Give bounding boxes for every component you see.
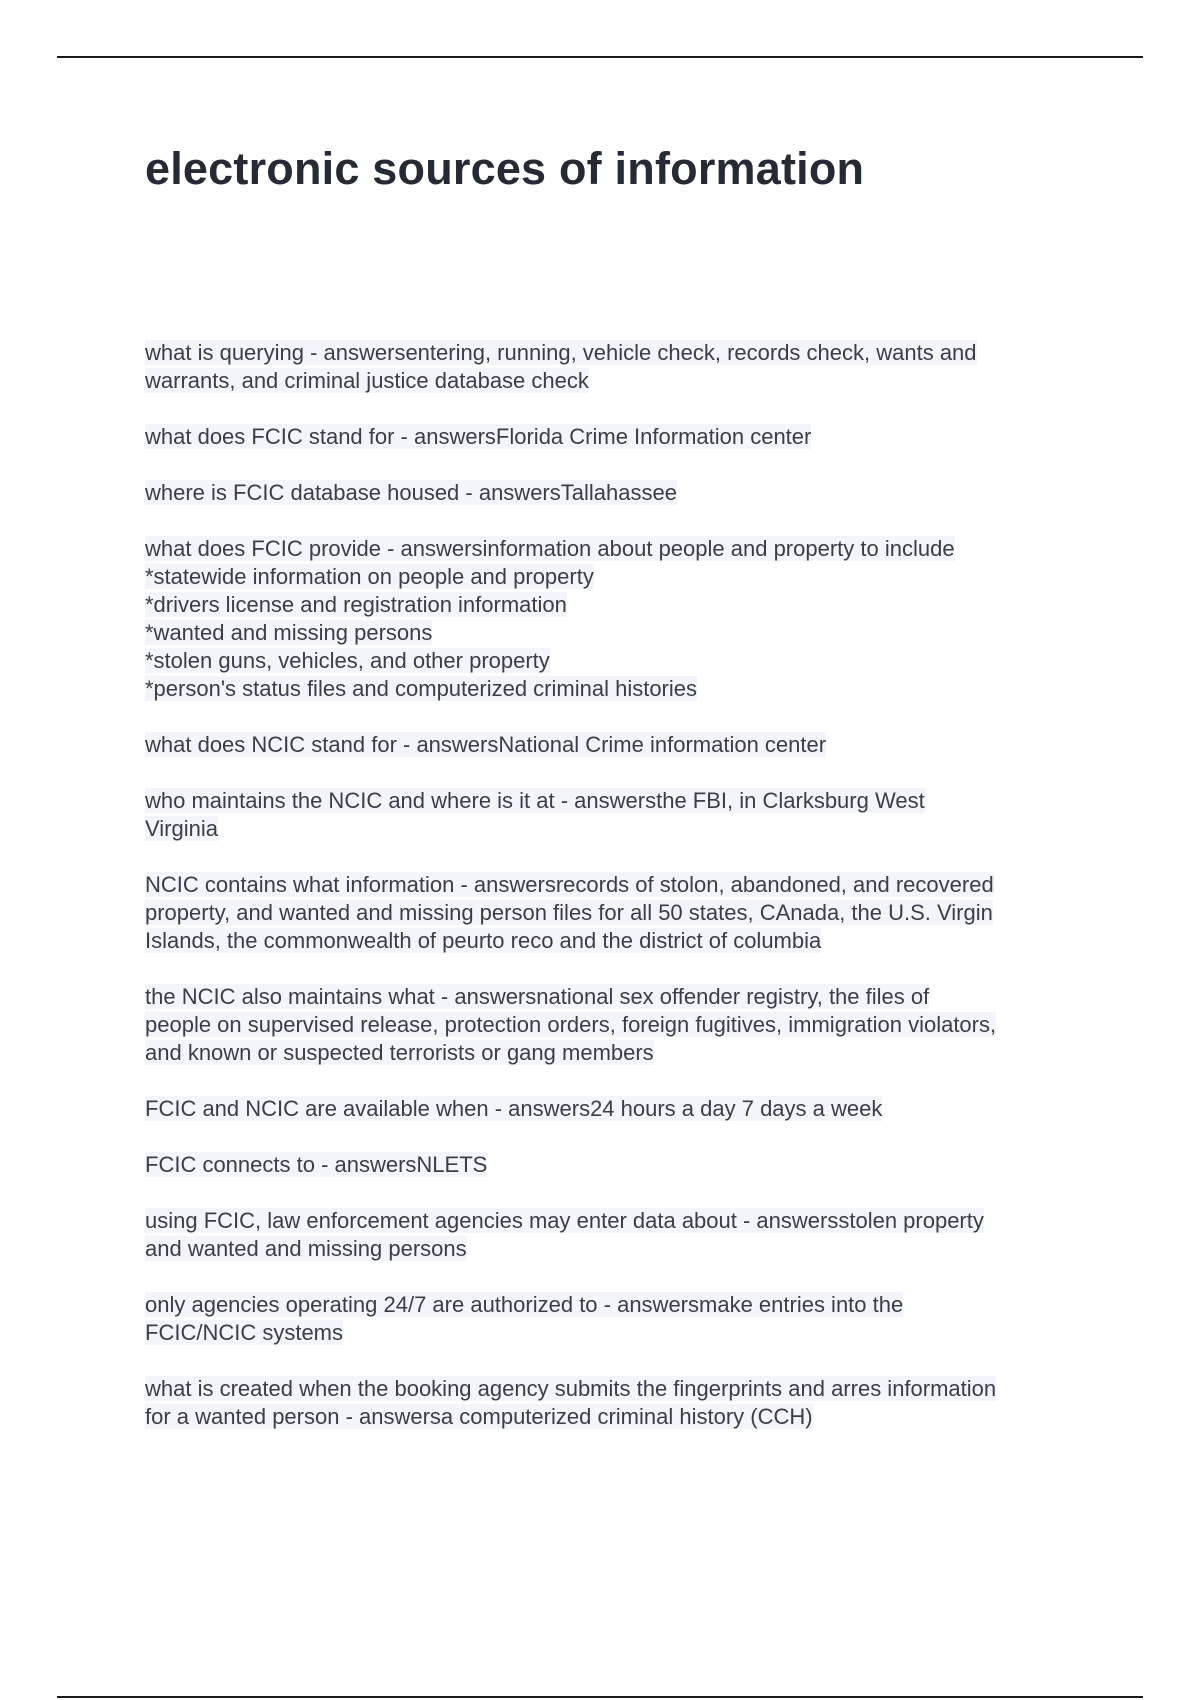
qa-line: Islands, the commonwealth of peurto reco and the district of columbia: [145, 928, 822, 953]
page-title: electronic sources of information: [145, 143, 865, 194]
qa-item: [145, 787, 1090, 843]
qa-item: [145, 1291, 1090, 1347]
qa-line: for a wanted person - answersa computerized criminal history (CCH): [145, 1404, 813, 1429]
qa-line: NCIC contains what information - answersrecords of stolon, abandoned, and recovered: [145, 872, 994, 897]
qa-item: [145, 871, 1090, 955]
qa-line: *statewide information on people and property: [145, 564, 594, 589]
qa-line: and wanted and missing persons: [145, 1236, 467, 1261]
qa-line: who maintains the NCIC and where is it at - answersthe FBI, in Clarksburg West: [145, 788, 925, 813]
qa-item: [145, 339, 1090, 395]
qa-line: and known or suspected terrorists or gang members: [145, 1040, 654, 1065]
qa-line: FCIC and NCIC are available when - answers24 hours a day 7 days a week: [145, 1096, 883, 1121]
qa-line: where is FCIC database housed - answersTallahassee: [145, 480, 677, 505]
qa-line: using FCIC, law enforcement agencies may enter data about - answersstolen property: [145, 1208, 984, 1233]
qa-item: [145, 479, 1090, 507]
qa-item: [145, 1207, 1090, 1263]
qa-line: FCIC connects to - answersNLETS: [145, 1152, 488, 1177]
qa-line: the NCIC also maintains what - answersnational sex offender registry, the files of: [145, 984, 930, 1009]
qa-line: what is querying - answersentering, running, vehicle check, records check, wants and: [145, 340, 977, 365]
qa-item: [145, 983, 1090, 1067]
qa-item: [145, 1151, 1090, 1179]
qa-line: *drivers license and registration information: [145, 592, 567, 617]
qa-line: what does NCIC stand for - answersNational Crime information center: [145, 732, 827, 757]
qa-line: FCIC/NCIC systems: [145, 1320, 343, 1345]
qa-item: [145, 535, 1090, 703]
qa-line: Virginia: [145, 816, 218, 841]
top-divider: [57, 56, 1143, 58]
qa-line: what does FCIC stand for - answersFlorida Crime Information center: [145, 424, 812, 449]
qa-item: [145, 1375, 1090, 1431]
qa-line: *stolen guns, vehicles, and other property: [145, 648, 550, 673]
qa-list: [145, 339, 1090, 1459]
qa-line: only agencies operating 24/7 are authorized to - answersmake entries into the: [145, 1292, 904, 1317]
qa-line: *person's status files and computerized criminal histories: [145, 676, 697, 701]
qa-line: what is created when the booking agency submits the fingerprints and arres information: [145, 1376, 997, 1401]
qa-line: people on supervised release, protection orders, foreign fugitives, immigration violators,: [145, 1012, 997, 1037]
qa-line: warrants, and criminal justice database check: [145, 368, 589, 393]
qa-item: [145, 1095, 1090, 1123]
qa-line: what does FCIC provide - answersinformation about people and property to include: [145, 536, 955, 561]
qa-line: property, and wanted and missing person files for all 50 states, CAnada, the U.S. Virgin: [145, 900, 993, 925]
qa-line: *wanted and missing persons: [145, 620, 433, 645]
bottom-divider: [57, 1696, 1143, 1698]
qa-item: [145, 731, 1090, 759]
qa-item: [145, 423, 1090, 451]
